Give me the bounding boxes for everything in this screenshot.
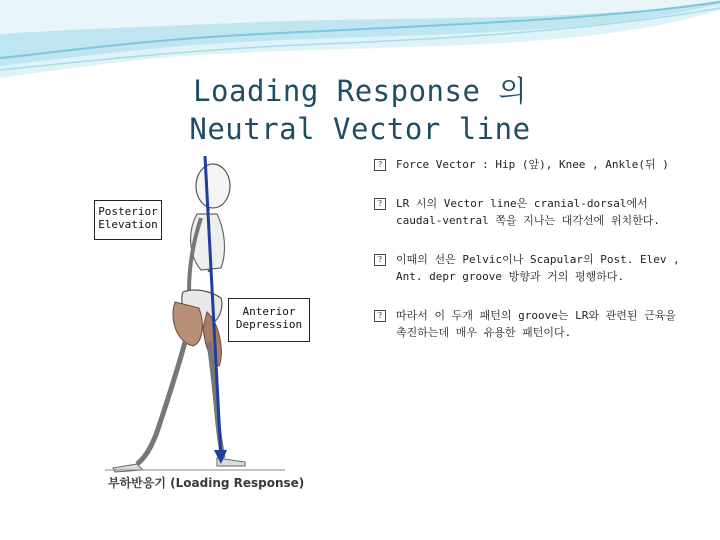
vector-arrowhead bbox=[214, 450, 227, 464]
neutral-vector-line bbox=[205, 156, 221, 458]
bullet-item bbox=[374, 251, 680, 285]
bullet-item bbox=[374, 156, 680, 173]
figure-caption: 부하반응기 (Loading Response) bbox=[108, 476, 305, 490]
title-line-2: Neutral Vector line bbox=[189, 112, 531, 146]
anterior-label-line-1: Anterior bbox=[242, 305, 296, 318]
title-line-1: Loading Response 의 bbox=[193, 74, 527, 108]
anterior-label-line-2: Depression bbox=[235, 318, 303, 331]
posterior-label-line-2: Elevation bbox=[98, 218, 158, 231]
anterior-depression-label bbox=[228, 298, 310, 342]
posterior-label-line-1: Posterior bbox=[98, 205, 158, 218]
bullet-box-icon: ? bbox=[374, 310, 386, 322]
bullet-item bbox=[374, 195, 680, 229]
bullet-list bbox=[374, 156, 680, 363]
bullet-box-icon: ? bbox=[374, 198, 386, 210]
posterior-elevation-label bbox=[94, 200, 162, 240]
bullet-box-icon: ? bbox=[374, 159, 386, 171]
bullet-text: 이때의 선은 Pelvic이나 Scapular의 Post. Elev , Ant. depr groove 방향과 거의 평행하다. bbox=[396, 253, 680, 283]
bullet-box-icon: ? bbox=[374, 254, 386, 266]
slide-title bbox=[120, 72, 600, 148]
bullet-item bbox=[374, 307, 680, 341]
bullet-text: 따라서 이 두개 패턴의 groove는 LR와 관련된 근육을 촉진하는데 매우 유용한 패턴이다. bbox=[396, 309, 676, 339]
bullet-text: LR 시의 Vector line은 cranial-dorsal에서 caudal-ventral 쪽을 지나는 대각선에 위치한다. bbox=[396, 197, 660, 227]
bullet-text: Force Vector : Hip (앞), Knee , Ankle(뒤 ) bbox=[396, 158, 669, 171]
